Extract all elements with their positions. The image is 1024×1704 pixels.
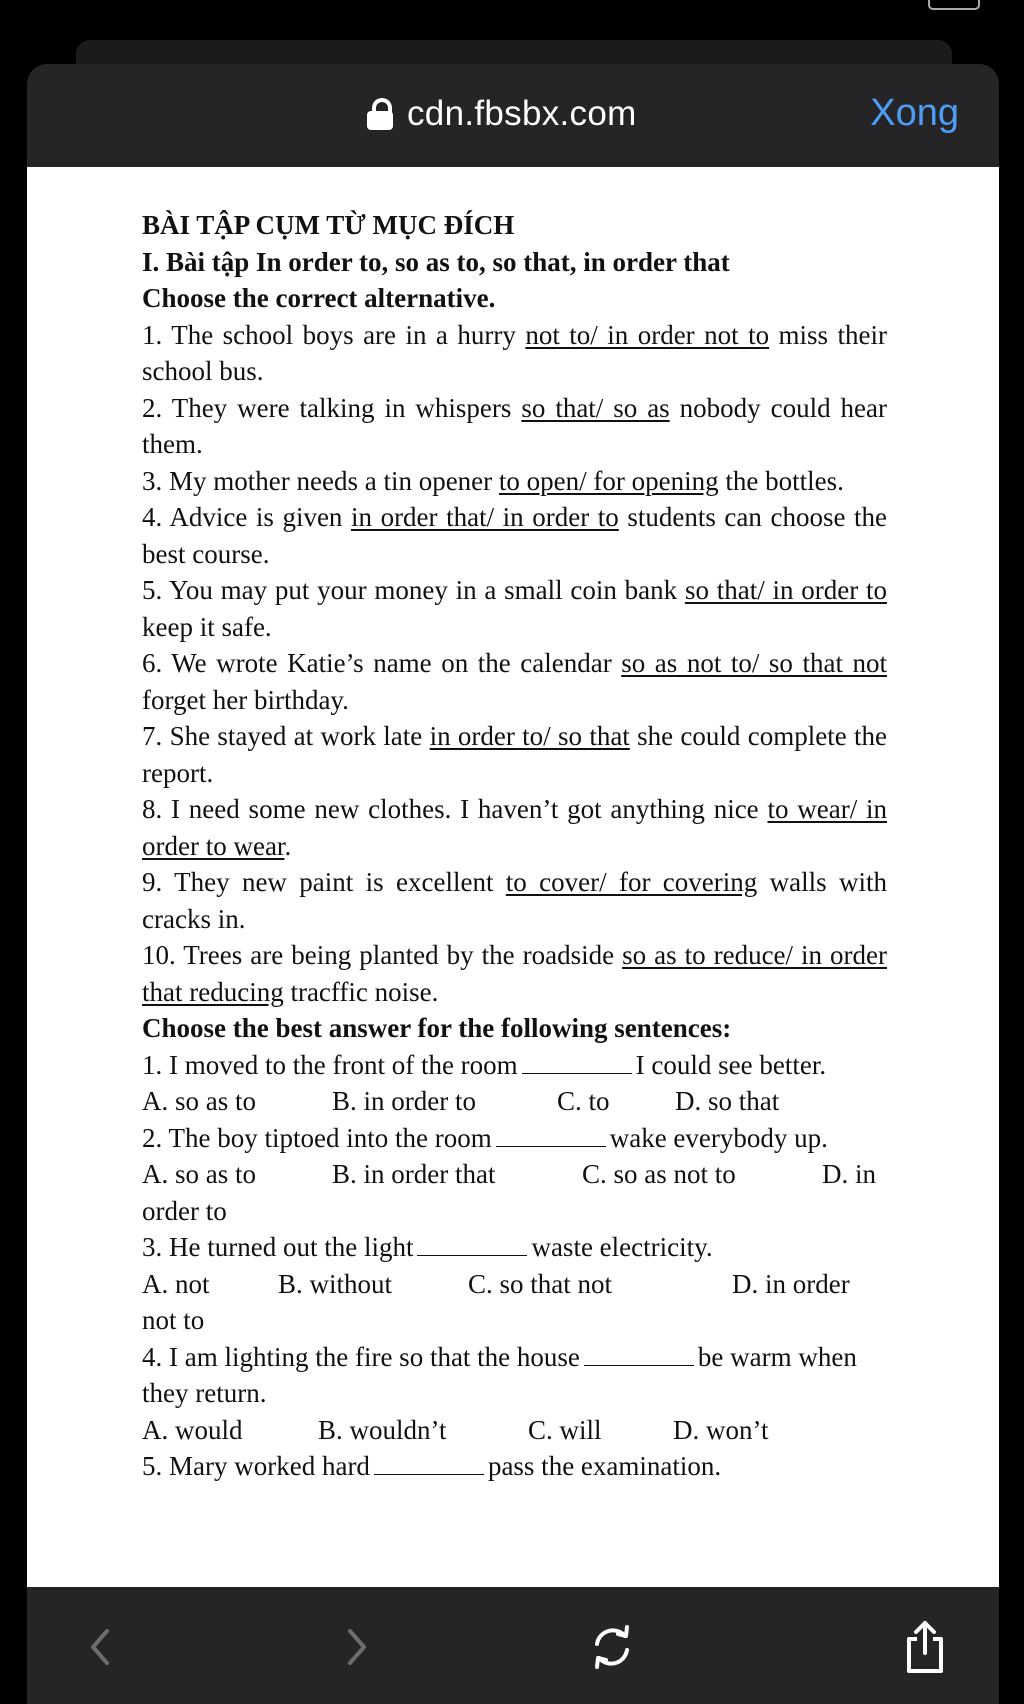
- instruction-2: Choose the best answer for the following sentences:: [142, 1013, 732, 1043]
- reload-button[interactable]: [582, 1617, 642, 1677]
- exercise-item: 6. We wrote Katie’s name on the calendar so as not to/ so that not forget her birthday.: [142, 648, 888, 715]
- exercise-item: 3. My mother needs a tin opener to open/ for opening the bottles.: [142, 465, 844, 496]
- question-2: 2. The boy tiptoed into the room wake everybody up.: [142, 1122, 828, 1153]
- share-icon: [903, 1619, 947, 1675]
- exercise-item: 2. They were talking in whispers so that/ so as nobody could hear them.: [142, 392, 887, 459]
- exercise-item: 10. Trees are being planted by the roadside so as to reduce/ in order that reducing tracffic noise.: [142, 940, 887, 1007]
- back-button[interactable]: [70, 1617, 130, 1677]
- page-content: [27, 167, 999, 1587]
- chevron-left-icon: [85, 1627, 115, 1667]
- done-button[interactable]: Xong: [870, 92, 959, 134]
- question-2-options: A. so as to B. in order that C. so as not to D. in order to: [142, 1159, 876, 1226]
- exercise-item: 7. She stayed at work late in order to/ so that she could complete the report.: [142, 721, 887, 788]
- chevron-right-icon: [342, 1627, 372, 1667]
- url-text: cdn.fbsbx.com: [407, 94, 637, 133]
- section-heading: I. Bài tập In order to, so as to, so that, in order that: [142, 246, 730, 277]
- browser-sheet: [27, 64, 999, 1704]
- forward-button[interactable]: [327, 1617, 387, 1677]
- question-5: 5. Mary worked hard pass the examination.: [142, 1451, 722, 1481]
- battery-icon: [928, 0, 980, 10]
- question-1: 1. I moved to the front of the room I could see better.: [142, 1049, 827, 1080]
- document: [142, 207, 887, 1485]
- bottom-toolbar: [27, 1587, 999, 1704]
- exercise-item: 9. They new paint is excellent to cover/ for covering walls with cracks in.: [142, 867, 887, 934]
- url-bar: [27, 64, 999, 168]
- question-4: 4. I am lighting the fire so that the house be warm when they return.: [142, 1341, 857, 1408]
- question-3-options: A. not B. without C. so that not D. in order not to: [142, 1268, 850, 1335]
- question-4-options: A. would B. wouldn’t C. will D. won’t: [142, 1414, 769, 1445]
- question-1-options: A. so as to B. in order to C. to D. so that: [142, 1086, 780, 1116]
- exercise-item: 1. The school boys are in a hurry not to/ in order not to miss their school bus.: [142, 319, 888, 386]
- exercise-item: 5. You may put your money in a small coin bank so that/ in order to keep it safe.: [142, 575, 887, 642]
- reload-icon: [587, 1622, 637, 1672]
- exercise-item: 8. I need some new clothes. I haven’t got anything nice to wear/ in order to wear.: [142, 794, 887, 861]
- exercise-item: 4. Advice is given in order that/ in order to students can choose the best course.: [142, 502, 887, 569]
- share-button[interactable]: [895, 1617, 955, 1677]
- status-bar: [0, 0, 1024, 12]
- doc-title: BÀI TẬP CỤM TỪ MỤC ĐÍCH: [142, 210, 515, 240]
- address[interactable]: [367, 94, 637, 134]
- question-3: 3. He turned out the light waste electricity.: [142, 1232, 713, 1262]
- lock-icon: [367, 98, 393, 130]
- instruction-1: Choose the correct alternative.: [142, 283, 496, 313]
